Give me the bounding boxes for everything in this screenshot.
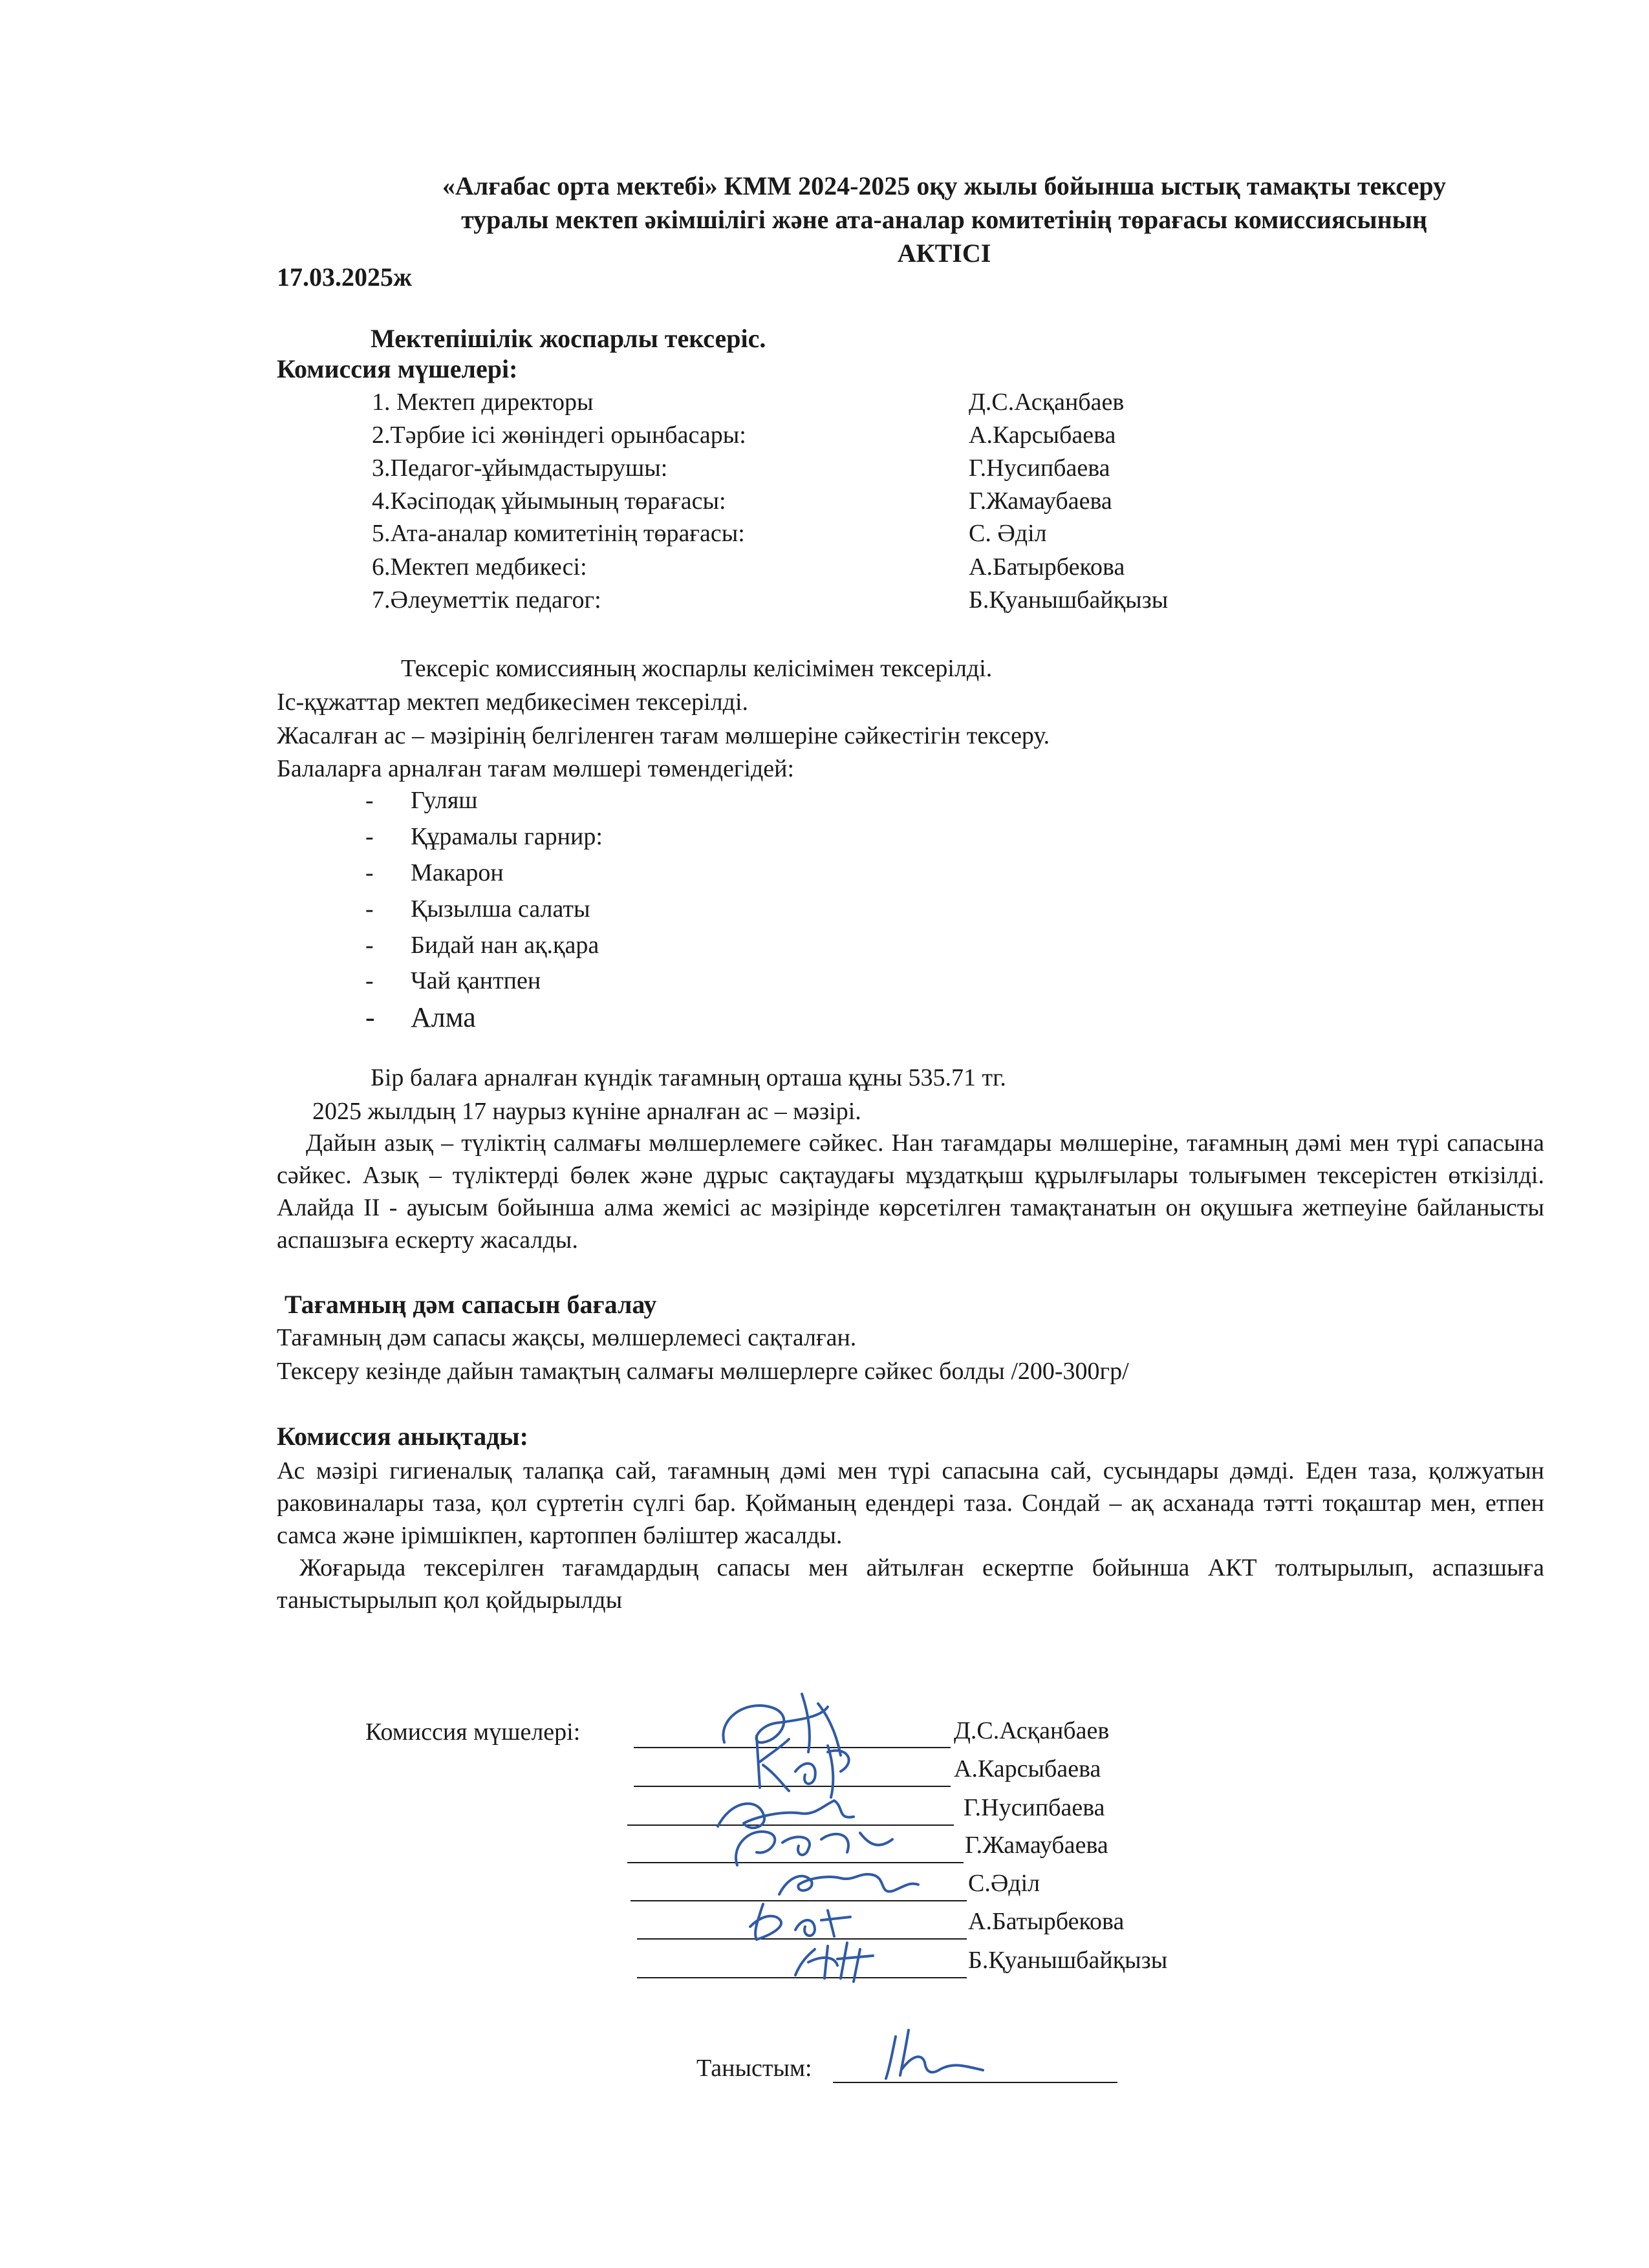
member-role: 6.Мектеп медбикесі: xyxy=(372,553,587,581)
acknowledged-label: Таныстым: xyxy=(696,2055,812,2082)
signatures-label: Комиссия мүшелері: xyxy=(365,1718,581,1746)
document-date: 17.03.2025ж xyxy=(277,262,413,292)
list-item: - Гуляш xyxy=(365,787,478,814)
menu-date-line: 2025 жылдың 17 наурыз күніне арналған ас – мәзірі. xyxy=(312,1098,861,1125)
signature-name: А.Карсыбаева xyxy=(954,1755,1101,1782)
findings-paragraph: Дайын азық – түліктің салмағы мөлшерлемеге сәйкес. Нан тағамдары мөлшеріне, тағамның дәмі мен түрі сапасына сәйкес. Азық – түліктерді бөлек және дұрыс сақтаудағы мұздатқыш құрылғылары толығымен тексерістен өткізілді. Алайда ІІ - ауысым бойынша алма жемісі ас мәзірінде көрсетілген тамақтанатын он оқушыға жетпеуіне байланысты аспашзыға ескерту жасалды. xyxy=(277,1129,1544,1254)
member-role: 3.Педагог-ұйымдастырушы: xyxy=(372,455,668,482)
member-name: Г.Нусипбаева xyxy=(969,455,1110,482)
intro-line-3: Жасалған ас – мәзірінің белгіленген тағам мөлшеріне сәйкестігін тексеру. xyxy=(277,722,1050,749)
title-line-1: «Алғабас орта мектебі» КММ 2024-2025 оқу жылы бойынша ыстық тамақты тексеру xyxy=(442,171,1447,200)
signature-name: С.Әділ xyxy=(968,1870,1040,1897)
list-item: - Бидай нан ақ.қара xyxy=(365,932,599,959)
member-name: Д.С.Асқанбаев xyxy=(969,389,1125,416)
conclusion-final: Жоғарыда тексерілген тағамдардың сапасы мен айтылған ескертпе бойынша АКТ толтырылып, аспазшыға таныстырылып қол қойдырылды xyxy=(277,1554,1544,1614)
member-name: Г.Жамаубаева xyxy=(969,487,1112,515)
member-role: 7.Әлеуметтік педагог: xyxy=(372,586,601,614)
intro-line-2: Іс-құжаттар мектеп медбикесімен тексерілді. xyxy=(277,689,749,716)
member-name: С. Әділ xyxy=(969,520,1047,547)
member-role: 1. Мектеп директоры xyxy=(372,389,594,416)
handwritten-signature xyxy=(867,2024,996,2085)
taste-heading: Тағамның дәм сапасын бағалау xyxy=(285,1290,657,1319)
cost-line: Бір балаға арналған күндік тағамның орташа құны 535.71 тг. xyxy=(371,1064,1006,1091)
member-role: 4.Кәсіподақ ұйымының төрағасы: xyxy=(372,487,726,515)
member-role: 5.Ата-аналар комитетінің төрағасы: xyxy=(372,520,745,547)
list-item: - Құрамалы гарнир: xyxy=(365,823,603,850)
inspection-type: Мектепішілік жоспарлы тексеріс. xyxy=(371,324,766,353)
conclusion-paragraph: Ас мәзірі гигиеналық талапқа сай, тағамның дәмі мен түрі сапасына сай, сусындары дәмді. Еден таза, қолжуатын раковиналары таза, қол сүртетін сүлгі бар. Қойманың едендері таза. Сондай – ақ асханада тәтті тоқаштар мен, етпен самса және ірімшікпен, картоппен бәліштер жасалды. xyxy=(277,1457,1544,1549)
member-role: 2.Тәрбие ісі жөніндегі орынбасары: xyxy=(372,422,746,449)
commission-heading: Комиссия мүшелері: xyxy=(277,354,518,383)
signature-name: Г.Жамаубаева xyxy=(965,1832,1108,1859)
signature-name: Д.С.Асқанбаев xyxy=(954,1717,1110,1744)
member-name: Б.Қуанышбайқызы xyxy=(969,586,1169,614)
intro-line-1: Тексеріс комиссияның жоспарлы келісімімен тексерілді. xyxy=(401,655,993,682)
document-title xyxy=(362,169,1526,270)
intro-line-4: Балаларға арналған тағам мөлшері төмендегідей: xyxy=(277,755,795,782)
list-item: - Чай қантпен xyxy=(365,967,541,994)
taste-line-1: Тағамның дәм сапасы жақсы, мөлшерлемесі сақталған. xyxy=(277,1324,857,1351)
member-name: А.Карсыбаева xyxy=(969,422,1116,449)
title-line-3: АКТІСІ xyxy=(897,239,991,268)
handwritten-signature xyxy=(776,1936,892,1985)
title-line-2: туралы мектеп әкімшілігі және ата-аналар комитетінің төрағасы комиссиясының xyxy=(461,205,1427,234)
signature-name: Б.Қуанышбайқызы xyxy=(968,1947,1168,1974)
taste-line-2: Тексеру кезінде дайын тамақтың салмағы мөлшерлерге сәйкес болды /200-300гр/ xyxy=(277,1358,1129,1385)
signature-name: А.Батырбекова xyxy=(968,1908,1125,1935)
member-name: А.Батырбекова xyxy=(969,553,1125,581)
list-item: - Макарон xyxy=(365,859,504,886)
list-item: - Қызылша салаты xyxy=(365,895,590,923)
list-item: - Алма xyxy=(365,1001,476,1033)
conclusion-heading: Комиссия анықтады: xyxy=(277,1422,528,1451)
signature-name: Г.Нусипбаева xyxy=(964,1794,1105,1821)
